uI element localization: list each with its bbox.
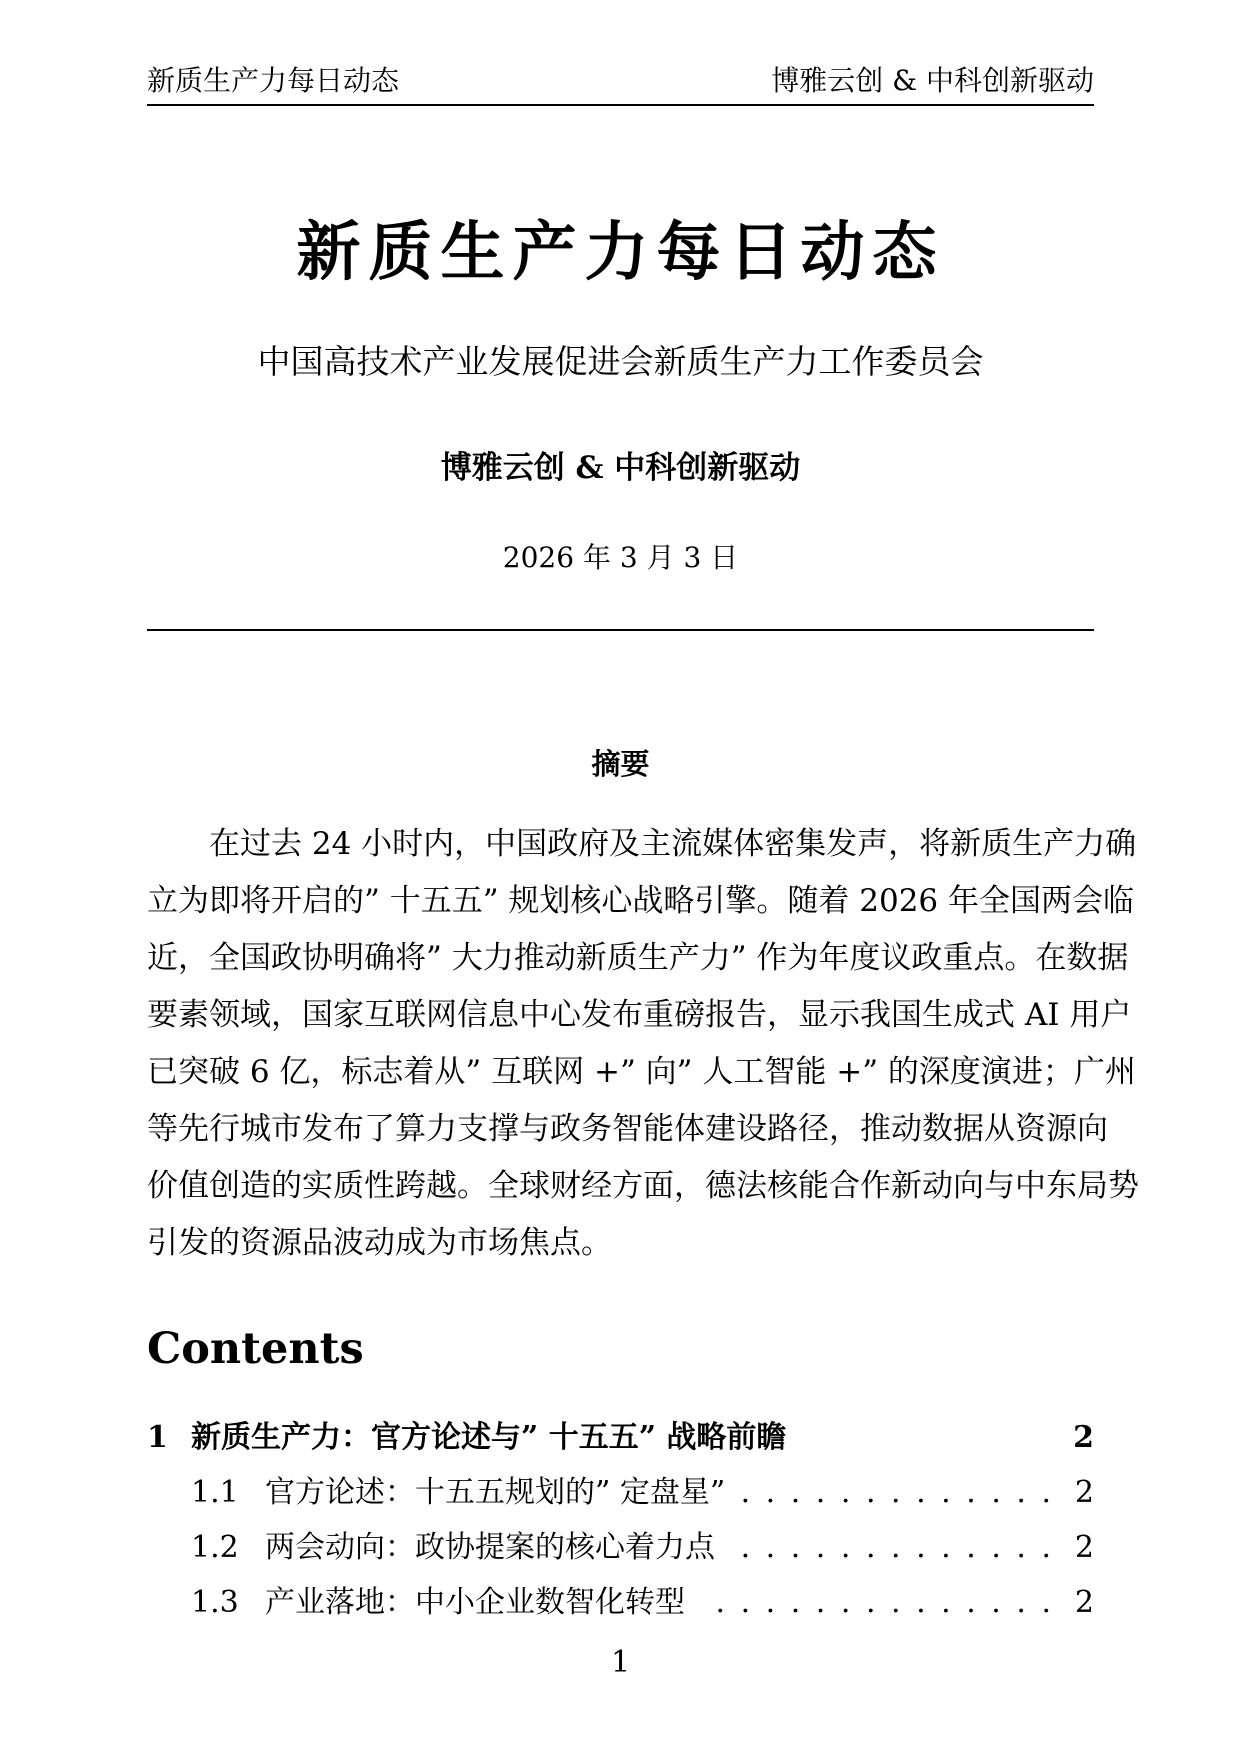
contents-heading: Contents (147, 1324, 364, 1374)
toc-entry-subsection-1-1[interactable] (147, 1465, 1094, 1520)
document-title: 新质生产力每日动态 (296, 215, 945, 290)
toc-entry-page: 2 (1073, 1420, 1094, 1455)
toc-entry-subsection-1-3[interactable] (147, 1575, 1094, 1630)
toc-entry-subsection-1-2[interactable] (147, 1520, 1094, 1575)
abstract-line: 在过去 24 小时内，中国政府及主流媒体密集发声，将新质生产力确 (209, 826, 1137, 862)
document-subtitle: 中国高技术产业发展促进会新质生产力工作委员会 (257, 342, 984, 381)
toc-dot-leader: . . . . . . . . . . . . . (740, 1475, 1054, 1510)
abstract-line: 价值创造的实质性跨越。全球财经方面，德法核能合作新动向与中东局势 (147, 1168, 1139, 1204)
abstract-line: 引发的资源品波动成为市场焦点。 (147, 1225, 612, 1261)
table-of-contents (147, 1410, 1094, 1630)
toc-entry-page: 2 (1074, 1585, 1094, 1620)
toc-dot-leader: . . . . . . . . . . . . . (740, 1530, 1054, 1565)
abstract-line: 要素领域，国家互联网信息中心发布重磅报告，显示我国生成式 AI 用户 (147, 997, 1132, 1033)
abstract-body (147, 816, 1139, 1272)
toc-entry-title: 两会动向：政协提案的核心着力点 (265, 1530, 715, 1565)
toc-entry-section-1[interactable] (147, 1410, 1094, 1465)
running-header-right: 博雅云创 & 中科创新驱动 (771, 64, 1094, 97)
toc-entry-number: 1.1 (191, 1475, 239, 1510)
toc-entry-number: 1.2 (191, 1530, 239, 1565)
toc-entry-title: 官方论述：十五五规划的” 定盘星” (265, 1475, 726, 1510)
page-number: 1 (610, 1645, 631, 1680)
toc-entry-title: 新质生产力：官方论述与” 十五五” 战略前瞻 (191, 1420, 787, 1455)
toc-dot-leader: . . . . . . . . . . . . . . (715, 1585, 1054, 1620)
header-rule (147, 104, 1094, 106)
toc-entry-number: 1.3 (191, 1585, 239, 1620)
document-date: 2026 年 3 月 3 日 (502, 541, 739, 574)
abstract-heading: 摘要 (591, 747, 650, 781)
toc-entry-title: 产业落地：中小企业数智化转型 (265, 1585, 685, 1620)
running-header-left: 新质生产力每日动态 (147, 64, 400, 97)
toc-entry-page: 2 (1074, 1475, 1094, 1510)
abstract-line: 等先行城市发布了算力支撑与政务智能体建设路径，推动数据从资源向 (147, 1111, 1108, 1147)
toc-entry-number: 1 (147, 1420, 168, 1455)
abstract-line: 近，全国政协明确将” 大力推动新质生产力” 作为年度议政重点。在数据 (147, 940, 1129, 976)
document-authors: 博雅云创 & 中科创新驱动 (440, 450, 801, 486)
title-separator-rule (147, 629, 1094, 631)
abstract-line: 立为即将开启的” 十五五” 规划核心战略引擎。随着 2026 年全国两会临 (147, 883, 1135, 919)
running-header (147, 64, 1094, 98)
abstract-line: 已突破 6 亿，标志着从” 互联网 +” 向” 人工智能 +” 的深度演进；广州 (147, 1054, 1136, 1090)
toc-entry-page: 2 (1074, 1530, 1094, 1565)
